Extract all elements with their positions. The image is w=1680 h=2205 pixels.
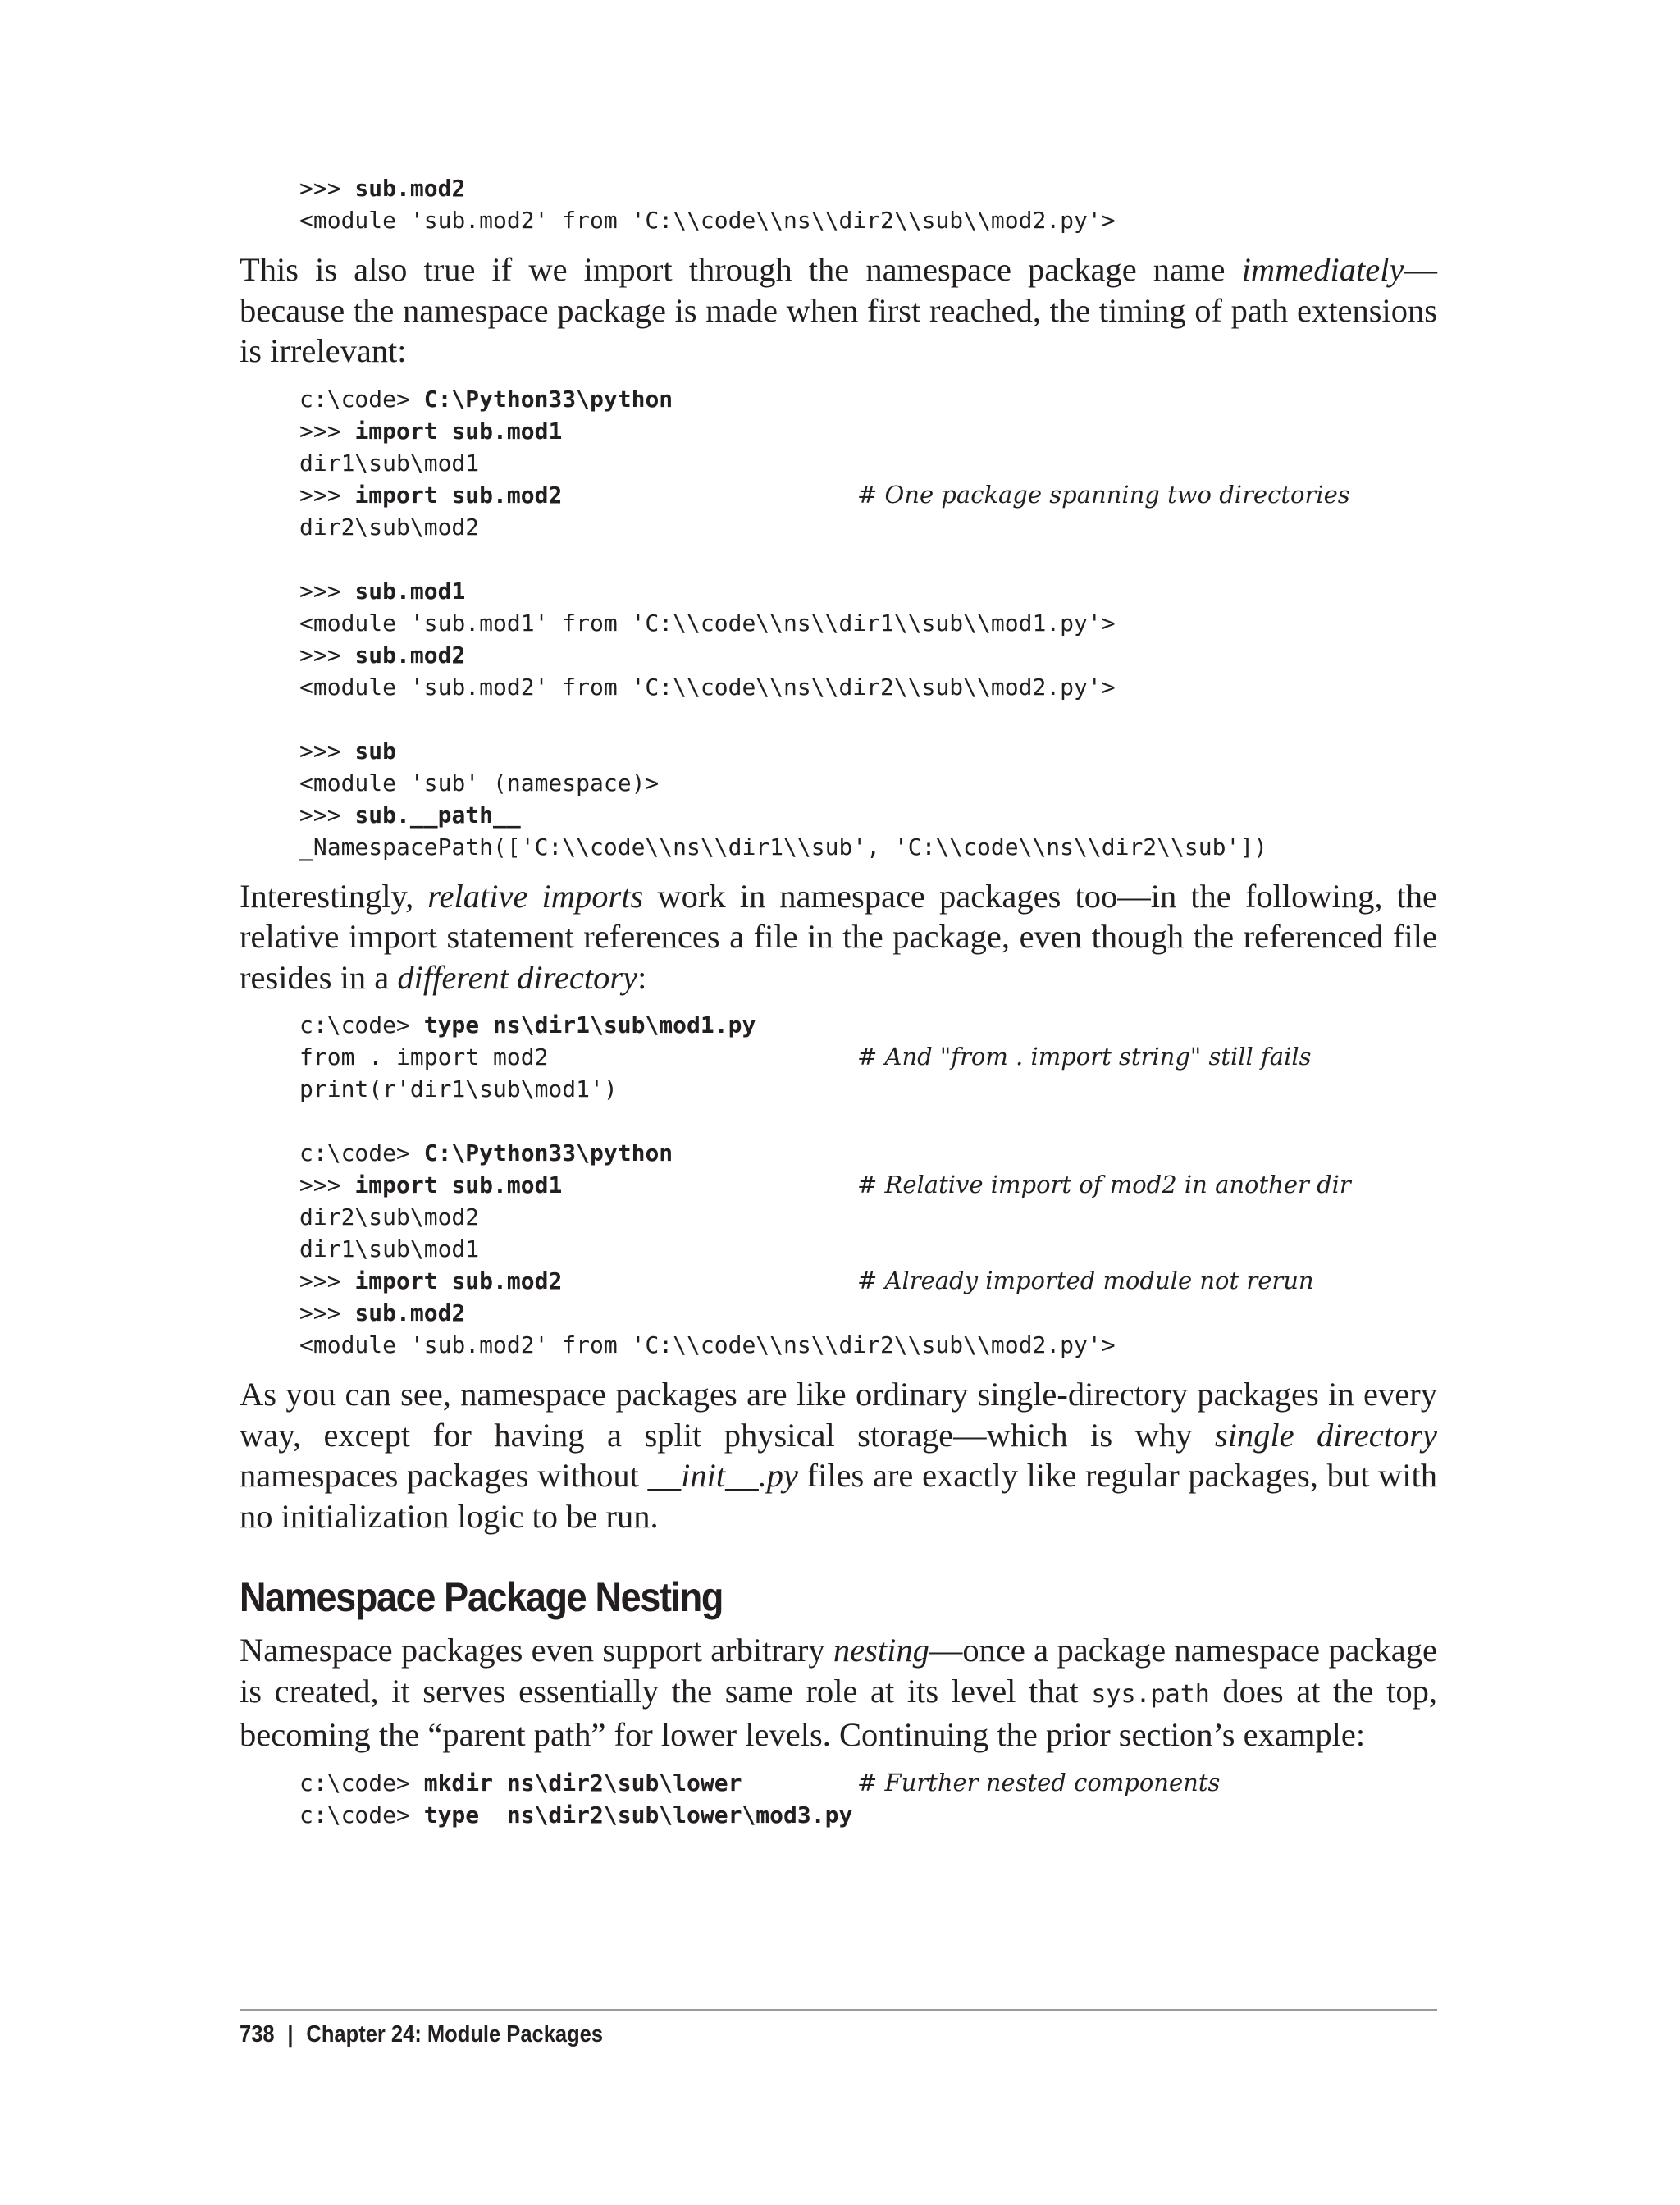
code-line — [299, 1265, 1437, 1297]
text-run: —once a package namespace package is created, it serves essentially the same role at its level that — [240, 1632, 1437, 1710]
code-text: >>> — [299, 417, 355, 445]
book-page — [240, 172, 1437, 1831]
code-line — [299, 799, 1437, 831]
footer-separator: | — [287, 2021, 294, 2048]
code-line — [299, 639, 1437, 671]
code-line — [299, 1041, 1437, 1073]
code-text: >>> — [299, 737, 355, 765]
code-text: dir2\sub\mod2 — [299, 1203, 480, 1230]
text-run: files are exactly like regular packages, but with no initialization logic to be run. — [240, 1457, 1437, 1535]
code-text: <module 'sub.mod2' from 'C:\\code\\ns\\dir2\\sub\\mod2.py'> — [299, 207, 1116, 234]
code-line — [299, 735, 1437, 767]
code-line — [299, 1169, 1437, 1201]
text-run: —because the namespace package is made when first reached, the timing of path extensions is irrelevant: — [240, 251, 1437, 369]
code-input: type ns\dir1\sub\mod1.py — [423, 1011, 756, 1039]
code-line — [299, 1799, 1437, 1831]
code-line — [299, 204, 1437, 236]
paragraph-2 — [240, 876, 1437, 998]
code-text: >>> — [299, 1171, 355, 1198]
code-block-1 — [299, 172, 1437, 236]
text-run: work in namespace packages too—in the following, the relative import statement references a file in the package, even though the referenced file resides in a — [240, 877, 1437, 996]
code-input: sub.mod2 — [354, 1299, 466, 1326]
code-line — [299, 479, 1437, 511]
code-line — [299, 1329, 1437, 1361]
code-line — [299, 767, 1437, 799]
text-run: : — [637, 958, 647, 996]
code-text: <module 'sub.mod2' from 'C:\\code\\ns\\dir2\\sub\\mod2.py'> — [299, 673, 1116, 701]
text-run: As you can see, namespace packages are like ordinary single-directory packages in every way, except for having a split physical storage—which is why — [240, 1376, 1437, 1454]
code-text: c:\code> — [299, 1139, 424, 1166]
emphasis-text: immediately — [1241, 251, 1404, 288]
emphasis-text: different directory — [397, 958, 638, 996]
code-input: sub.__path__ — [354, 801, 521, 829]
paragraph-1 — [240, 249, 1437, 372]
code-input: C:\Python33\python — [423, 385, 673, 413]
emphasis-text: single directory — [1214, 1416, 1438, 1454]
code-text: >>> — [299, 641, 355, 669]
code-line — [299, 1009, 1437, 1041]
code-line — [299, 383, 1437, 415]
text-run: Interestingly, — [240, 877, 428, 915]
code-text: print(r'dir1\sub\mod1') — [299, 1075, 618, 1102]
code-line — [299, 607, 1437, 639]
code-text: >>> — [299, 175, 355, 202]
code-text: dir1\sub\mod1 — [299, 1235, 480, 1262]
section-heading: Namespace Package Nesting — [240, 1574, 724, 1620]
code-text: >>> — [299, 481, 355, 509]
text-run: This is also true if we import through the namespace package name — [240, 251, 1242, 288]
code-input: import sub.mod1 — [354, 1171, 563, 1198]
code-input: import sub.mod2 — [354, 1267, 563, 1294]
paragraph-4 — [240, 1630, 1437, 1755]
code-line — [299, 831, 1437, 863]
code-line — [299, 172, 1437, 204]
code-text: <module 'sub.mod1' from 'C:\\code\\ns\\dir1\\sub\\mod1.py'> — [299, 609, 1116, 637]
emphasis-text: nesting — [833, 1632, 929, 1669]
code-line — [299, 415, 1437, 447]
code-text: <module 'sub.mod2' from 'C:\\code\\ns\\dir2\\sub\\mod2.py'> — [299, 1331, 1116, 1358]
code-line — [299, 511, 1437, 543]
code-line — [299, 543, 1437, 575]
code-input: type ns\dir2\sub\lower\mod3.py — [423, 1801, 853, 1828]
code-text: dir2\sub\mod2 — [299, 513, 480, 541]
emphasis-text: __init__.py — [647, 1457, 798, 1494]
code-block-3 — [299, 1009, 1437, 1361]
page-footer — [240, 2021, 603, 2048]
code-line — [299, 1137, 1437, 1169]
code-text: c:\code> — [299, 1011, 424, 1039]
code-input: C:\Python33\python — [423, 1139, 673, 1166]
code-input: sub.mod1 — [354, 577, 466, 605]
code-line — [299, 447, 1437, 479]
emphasis-text: relative imports — [427, 877, 644, 915]
chapter-title: Chapter 24: Module Packages — [306, 2021, 604, 2048]
code-input: import sub.mod1 — [354, 417, 563, 445]
code-input: sub.mod2 — [354, 641, 466, 669]
code-text: >>> — [299, 801, 355, 829]
code-text: >>> — [299, 1299, 355, 1326]
code-text: >>> — [299, 577, 355, 605]
code-text: from . import mod2 — [299, 1043, 549, 1071]
code-text: _NamespacePath(['C:\\code\\ns\\dir1\\sub', 'C:\\code\\ns\\dir2\\sub']) — [299, 833, 1268, 861]
code-text: c:\code> — [299, 385, 424, 413]
code-line — [299, 1201, 1437, 1233]
code-text: c:\code> — [299, 1801, 424, 1828]
page-number: 738 — [240, 2021, 275, 2048]
code-comment: # One package spanning two directories — [857, 480, 1350, 509]
code-line — [299, 1073, 1437, 1105]
code-input: sub.mod2 — [354, 175, 466, 202]
code-comment: # Relative import of mod2 in another dir — [857, 1171, 1351, 1198]
code-block-2 — [299, 383, 1437, 863]
text-run: does at the top, becoming the “parent path” for lower levels. Continuing the prior section’s example: — [240, 1672, 1437, 1753]
code-text: dir1\sub\mod1 — [299, 449, 480, 477]
code-input: import sub.mod2 — [354, 481, 563, 509]
code-comment: # And "from . import string" still fails — [857, 1043, 1312, 1071]
text-run: namespaces packages without — [240, 1457, 648, 1494]
code-comment: # Already imported module not rerun — [857, 1267, 1314, 1294]
code-line — [299, 671, 1437, 703]
code-line — [299, 1233, 1437, 1265]
code-text: c:\code> — [299, 1769, 424, 1796]
code-line — [299, 1297, 1437, 1329]
paragraph-3 — [240, 1374, 1437, 1536]
code-line — [299, 703, 1437, 735]
footer-divider — [240, 2009, 1437, 2011]
inline-code: sys.path — [1091, 1679, 1210, 1709]
code-input: mkdir ns\dir2\sub\lower — [423, 1769, 742, 1796]
code-line — [299, 1767, 1437, 1799]
text-run: Namespace packages even support arbitrary — [240, 1632, 833, 1669]
code-comment: # Further nested components — [857, 1768, 1221, 1796]
code-line — [299, 1105, 1437, 1137]
code-text: <module 'sub' (namespace)> — [299, 769, 660, 797]
code-block-4 — [299, 1767, 1437, 1831]
code-line — [299, 575, 1437, 607]
code-input: sub — [354, 737, 397, 765]
code-text: >>> — [299, 1267, 355, 1294]
